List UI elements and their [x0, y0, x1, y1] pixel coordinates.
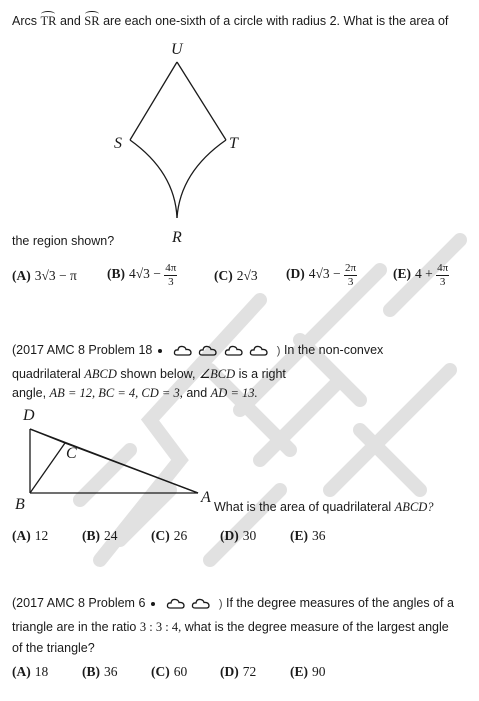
- problem1-choice-d[interactable]: (D) 4√3 − $\frac{2\pi}{3}$: [286, 262, 357, 288]
- figure2-edge-cb: [30, 443, 65, 493]
- problem2-choices: [0, 528, 479, 548]
- problem3-choice-d[interactable]: (D) 72: [220, 664, 257, 679]
- problem2-choice-d[interactable]: (D) 30: [220, 528, 257, 543]
- problem3-choices: [0, 664, 479, 684]
- problem3-choice-a[interactable]: (A) 18: [12, 664, 49, 679]
- figure1-label-s: S: [114, 135, 122, 152]
- figure2-label-d: D: [23, 407, 35, 424]
- problem1-arc-sr: SR: [84, 14, 100, 28]
- problem3-line3: of the triangle?: [12, 641, 95, 655]
- problem1-question-end: the region shown?: [12, 234, 115, 248]
- problem2-close-paren: ): [276, 345, 281, 357]
- problem3-close-paren: ): [218, 598, 223, 610]
- problem1-q-and: and: [59, 14, 81, 28]
- problem1-choice-e[interactable]: (E) 4 + $\frac{4\pi}{3}$: [393, 262, 449, 288]
- bullet-icon: [151, 602, 155, 606]
- problem3-source: (2017 AMC 8 Problem 6: [12, 596, 146, 610]
- problem2-choice-a[interactable]: (A) 12: [12, 528, 49, 543]
- figure2-label-a: A: [201, 489, 211, 506]
- problem2-choice-b[interactable]: (B) 24: [82, 528, 118, 543]
- problem2-source: (2017 AMC 8 Problem 18: [12, 343, 153, 357]
- problem1-choice-b[interactable]: (B) 4√3 − $\frac{4\pi}{3}$: [107, 262, 177, 288]
- problem1-q-rest: are each one-sixth of a circle with radius 2. What is the area of: [103, 14, 449, 28]
- figure1-label-u: U: [171, 41, 183, 58]
- figure2-label-c: C: [66, 445, 77, 462]
- figure2-edge-da: [30, 429, 198, 493]
- cloud-icon: [166, 597, 186, 610]
- problem3-choice-e[interactable]: (E) 90: [290, 664, 326, 679]
- problem3-text-a: If the degree measures of the angles of a: [226, 596, 454, 610]
- problem3-line2: triangle are in the ratio 3 : 3 : 4, what is the degree measure of the largest angle: [12, 620, 449, 634]
- problem1-arc-tr: TR: [40, 14, 57, 28]
- problem3-header: [12, 596, 454, 610]
- problem2-question-end: What is the area of quadrilateral ABCD?: [214, 500, 434, 514]
- problem2-line2: quadrilateral ABCD shown below, ∠BCD is a right: [12, 367, 286, 381]
- problem3-choice-c[interactable]: (C) 60: [151, 664, 188, 679]
- problem2-text-a: In the non-convex: [283, 343, 384, 357]
- figure1-label-t: T: [229, 135, 238, 152]
- figure2-label-b: B: [15, 496, 25, 513]
- problem2-choice-e[interactable]: (E) 36: [290, 528, 326, 543]
- figure1-label-r: R: [172, 229, 182, 246]
- problem3-choice-b[interactable]: (B) 36: [82, 664, 118, 679]
- problem2-choice-c[interactable]: (C) 26: [151, 528, 188, 543]
- cloud-icon: [191, 597, 211, 610]
- problem1-choice-a[interactable]: (A) 3√3 − π: [12, 268, 77, 283]
- problem2-line3: angle, AB = 12, BC = 4, CD = 3, and AD = 13.: [12, 386, 258, 400]
- problem1-choice-c[interactable]: (C) 2√3: [214, 268, 258, 283]
- problem1-q-prefix: Arcs: [12, 14, 37, 28]
